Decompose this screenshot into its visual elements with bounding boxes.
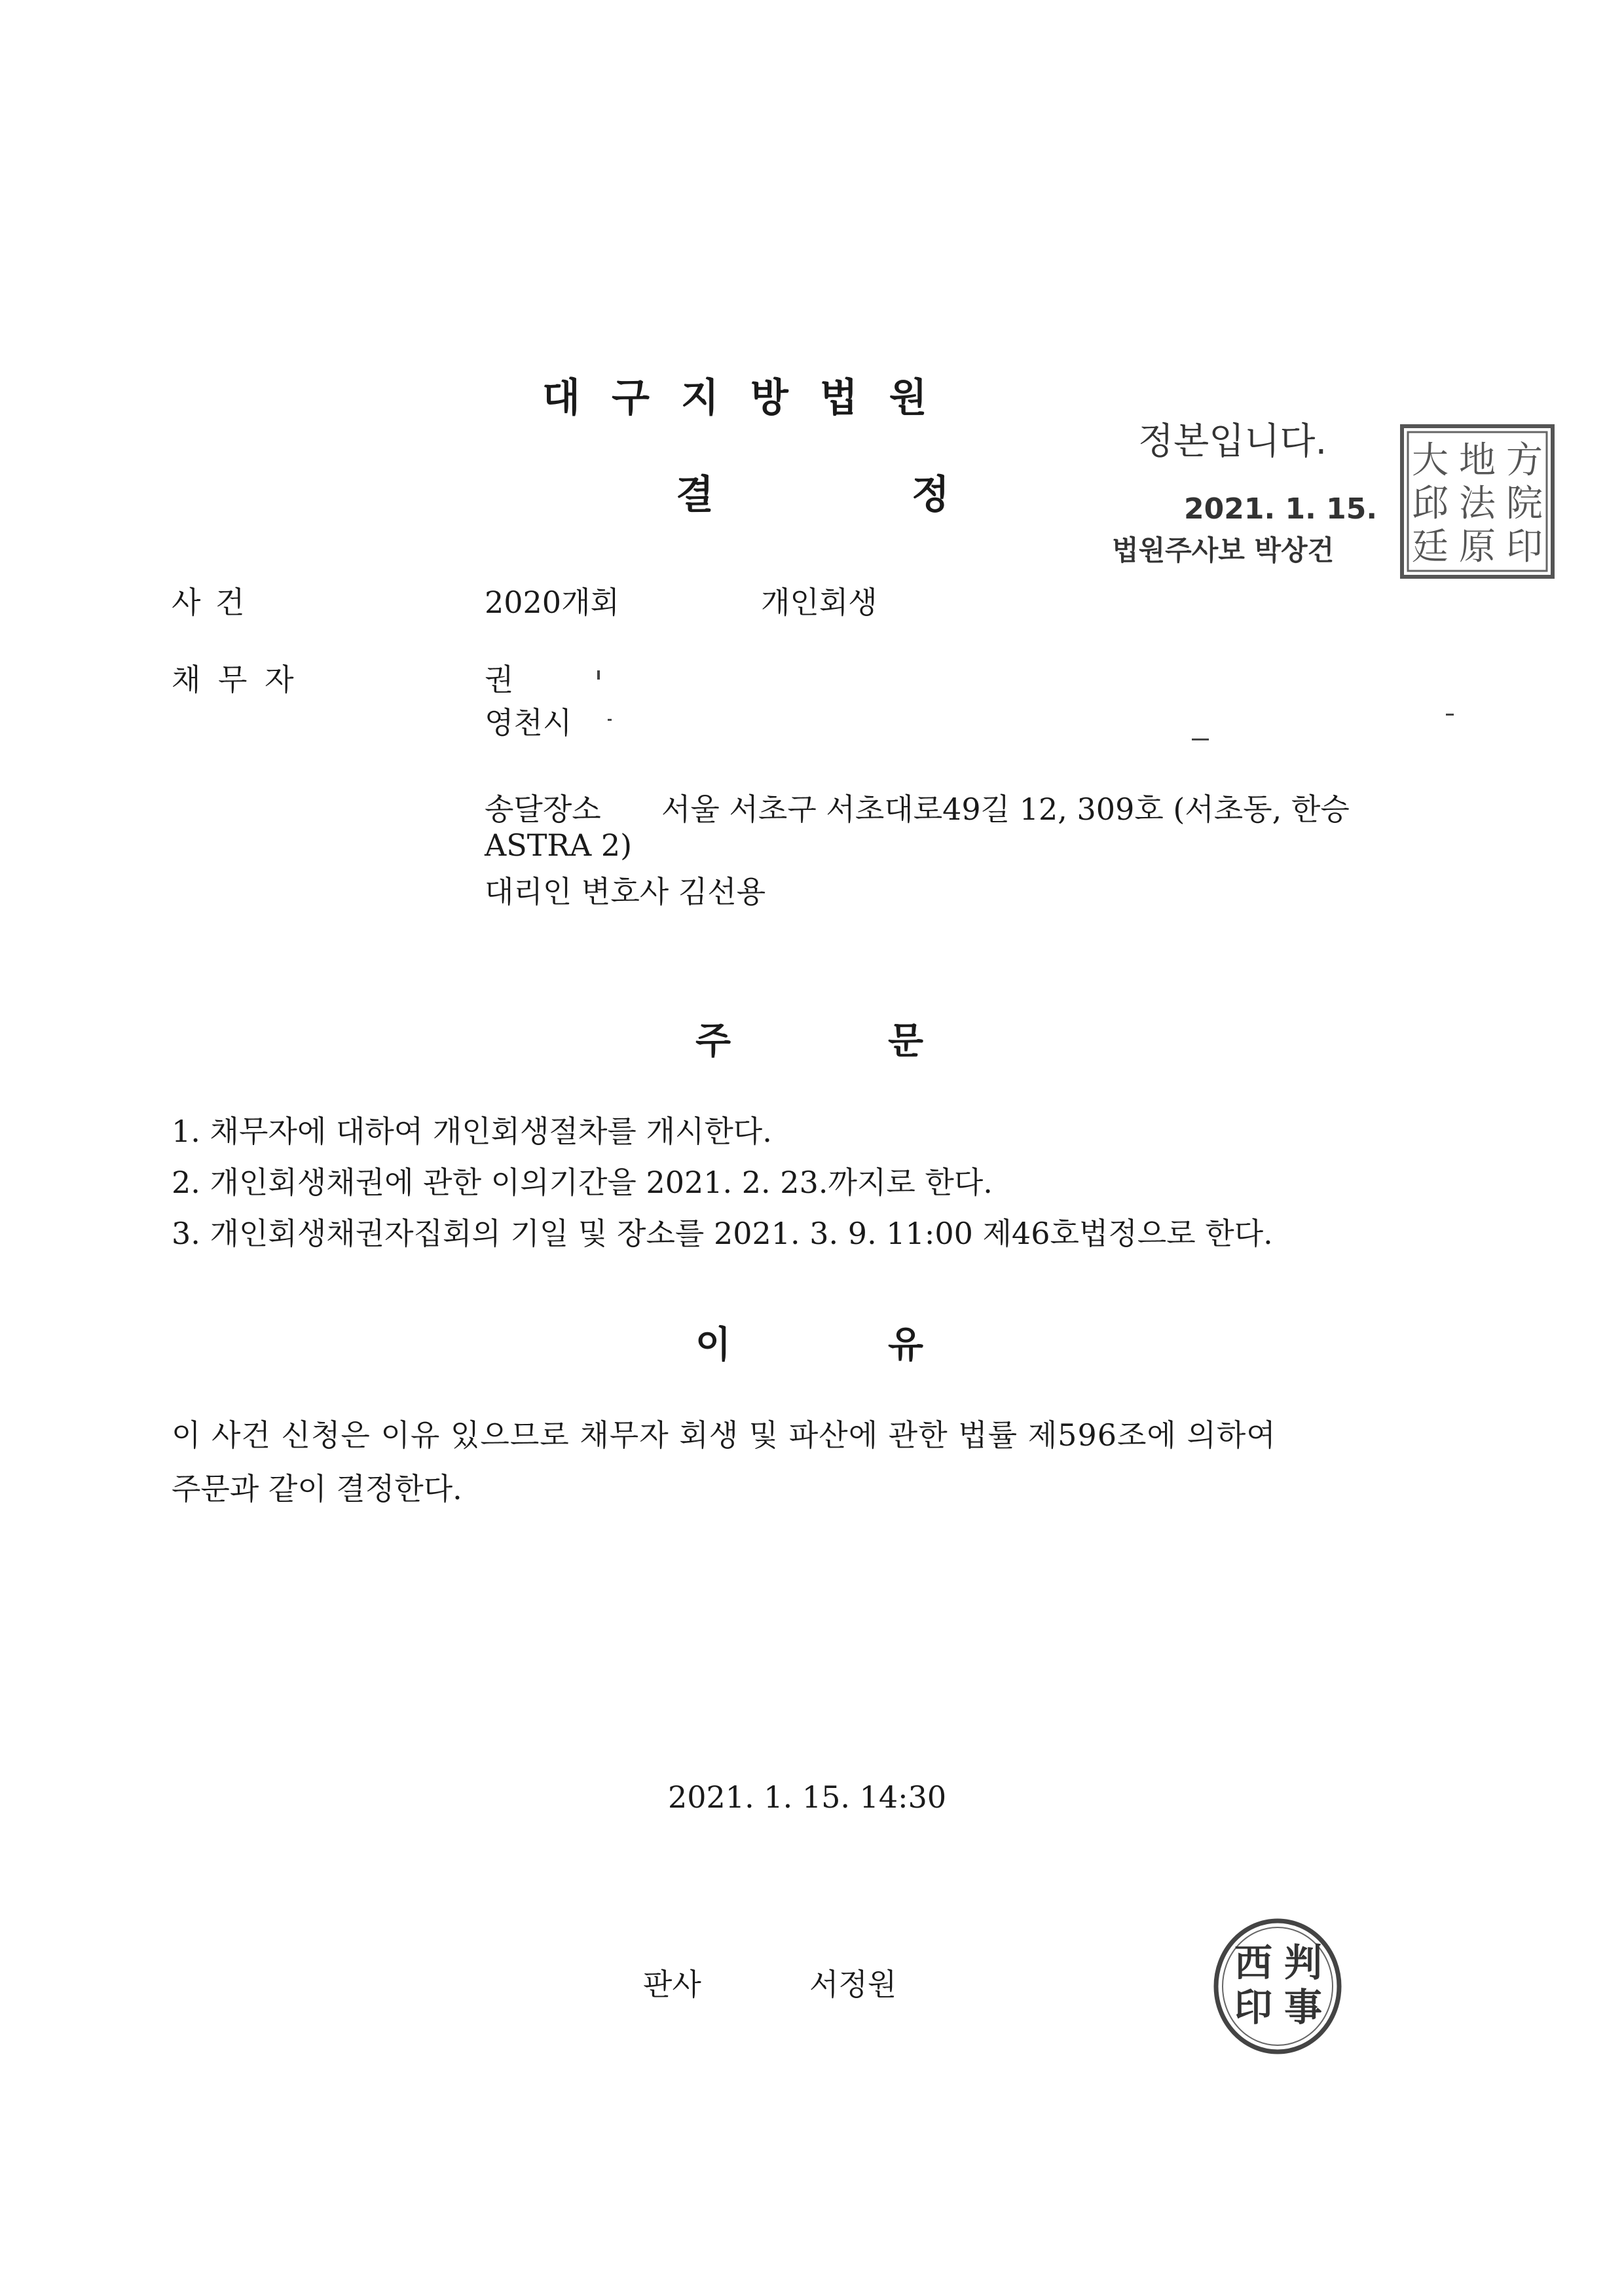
debtor-address: 영천시 xyxy=(485,705,572,740)
delivery-address-line2: ASTRA 2) xyxy=(485,828,633,863)
case-label: 사 건 xyxy=(172,585,248,620)
svg-text:地: 地 xyxy=(1459,439,1496,482)
case-number: 2020개회 xyxy=(485,585,619,620)
document-type-char-2: 정 xyxy=(912,472,950,518)
svg-text:院: 院 xyxy=(1506,483,1543,525)
document-type-char-1: 결 xyxy=(676,472,714,518)
svg-text:事: 事 xyxy=(1283,1985,1323,2030)
redaction-trace xyxy=(597,670,600,680)
agent: 대리인 변호사 김선용 xyxy=(485,874,766,909)
judge-seal xyxy=(1213,1917,1342,2056)
judge-name: 서정원 xyxy=(809,1967,897,2002)
redaction-trace xyxy=(1192,738,1209,740)
case-name: 개인회생 xyxy=(761,585,877,620)
debtor-name: 권 xyxy=(485,662,514,697)
svg-text:印: 印 xyxy=(1234,1985,1273,2030)
reason-title-char-2: 유 xyxy=(888,1324,924,1366)
order-item-1: 1. 채무자에 대하여 개인회생절차를 개시한다. xyxy=(172,1114,772,1149)
svg-text:廷: 廷 xyxy=(1412,526,1449,568)
reason-line-1: 이 사건 신청은 이유 있으므로 채무자 회생 및 파산에 관한 법률 제596조에 의하여 xyxy=(172,1417,1276,1453)
court-name: 대구지방법원 xyxy=(542,375,959,421)
debtor-label: 채 무 자 xyxy=(172,662,298,697)
svg-text:西: 西 xyxy=(1234,1941,1273,1985)
decision-datetime: 2021. 1. 15. 14:30 xyxy=(668,1779,947,1815)
court-seal xyxy=(1400,424,1555,579)
judge-seal-graphic xyxy=(1213,1917,1342,2056)
svg-text:判: 判 xyxy=(1283,1941,1323,1985)
order-item-2: 2. 개인회생채권에 관한 이의기간을 2021. 2. 23.까지로 한다. xyxy=(172,1165,993,1200)
svg-text:法: 法 xyxy=(1459,483,1496,525)
reason-title-char-1: 이 xyxy=(695,1324,731,1366)
redaction-trace xyxy=(1446,714,1454,716)
reason-line-2: 주문과 같이 결정한다. xyxy=(172,1471,462,1506)
svg-text:印: 印 xyxy=(1506,526,1543,568)
svg-text:方: 方 xyxy=(1506,439,1543,482)
delivery-address-line1: 서울 서초구 서초대로49길 12, 309호 (서초동, 한승 xyxy=(661,792,1350,827)
certification-text: 정본입니다. xyxy=(1138,420,1327,463)
judge-title: 판사 xyxy=(643,1967,701,2002)
certification-officer: 법원주사보 박상건 xyxy=(1112,534,1335,566)
order-title-char-2: 문 xyxy=(888,1020,924,1063)
order-title-char-1: 주 xyxy=(695,1020,731,1063)
certification-date: 2021. 1. 15. xyxy=(1184,492,1378,526)
svg-text:邱: 邱 xyxy=(1412,483,1449,525)
court-seal-graphic xyxy=(1404,428,1551,575)
redaction-trace xyxy=(608,719,612,721)
delivery-label: 송달장소 xyxy=(485,792,601,827)
svg-text:大: 大 xyxy=(1412,439,1449,482)
order-item-3: 3. 개인회생채권자집회의 기일 및 장소를 2021. 3. 9. 11:00 제46호법정으로 한다. xyxy=(172,1216,1273,1251)
svg-text:原: 原 xyxy=(1459,526,1496,568)
